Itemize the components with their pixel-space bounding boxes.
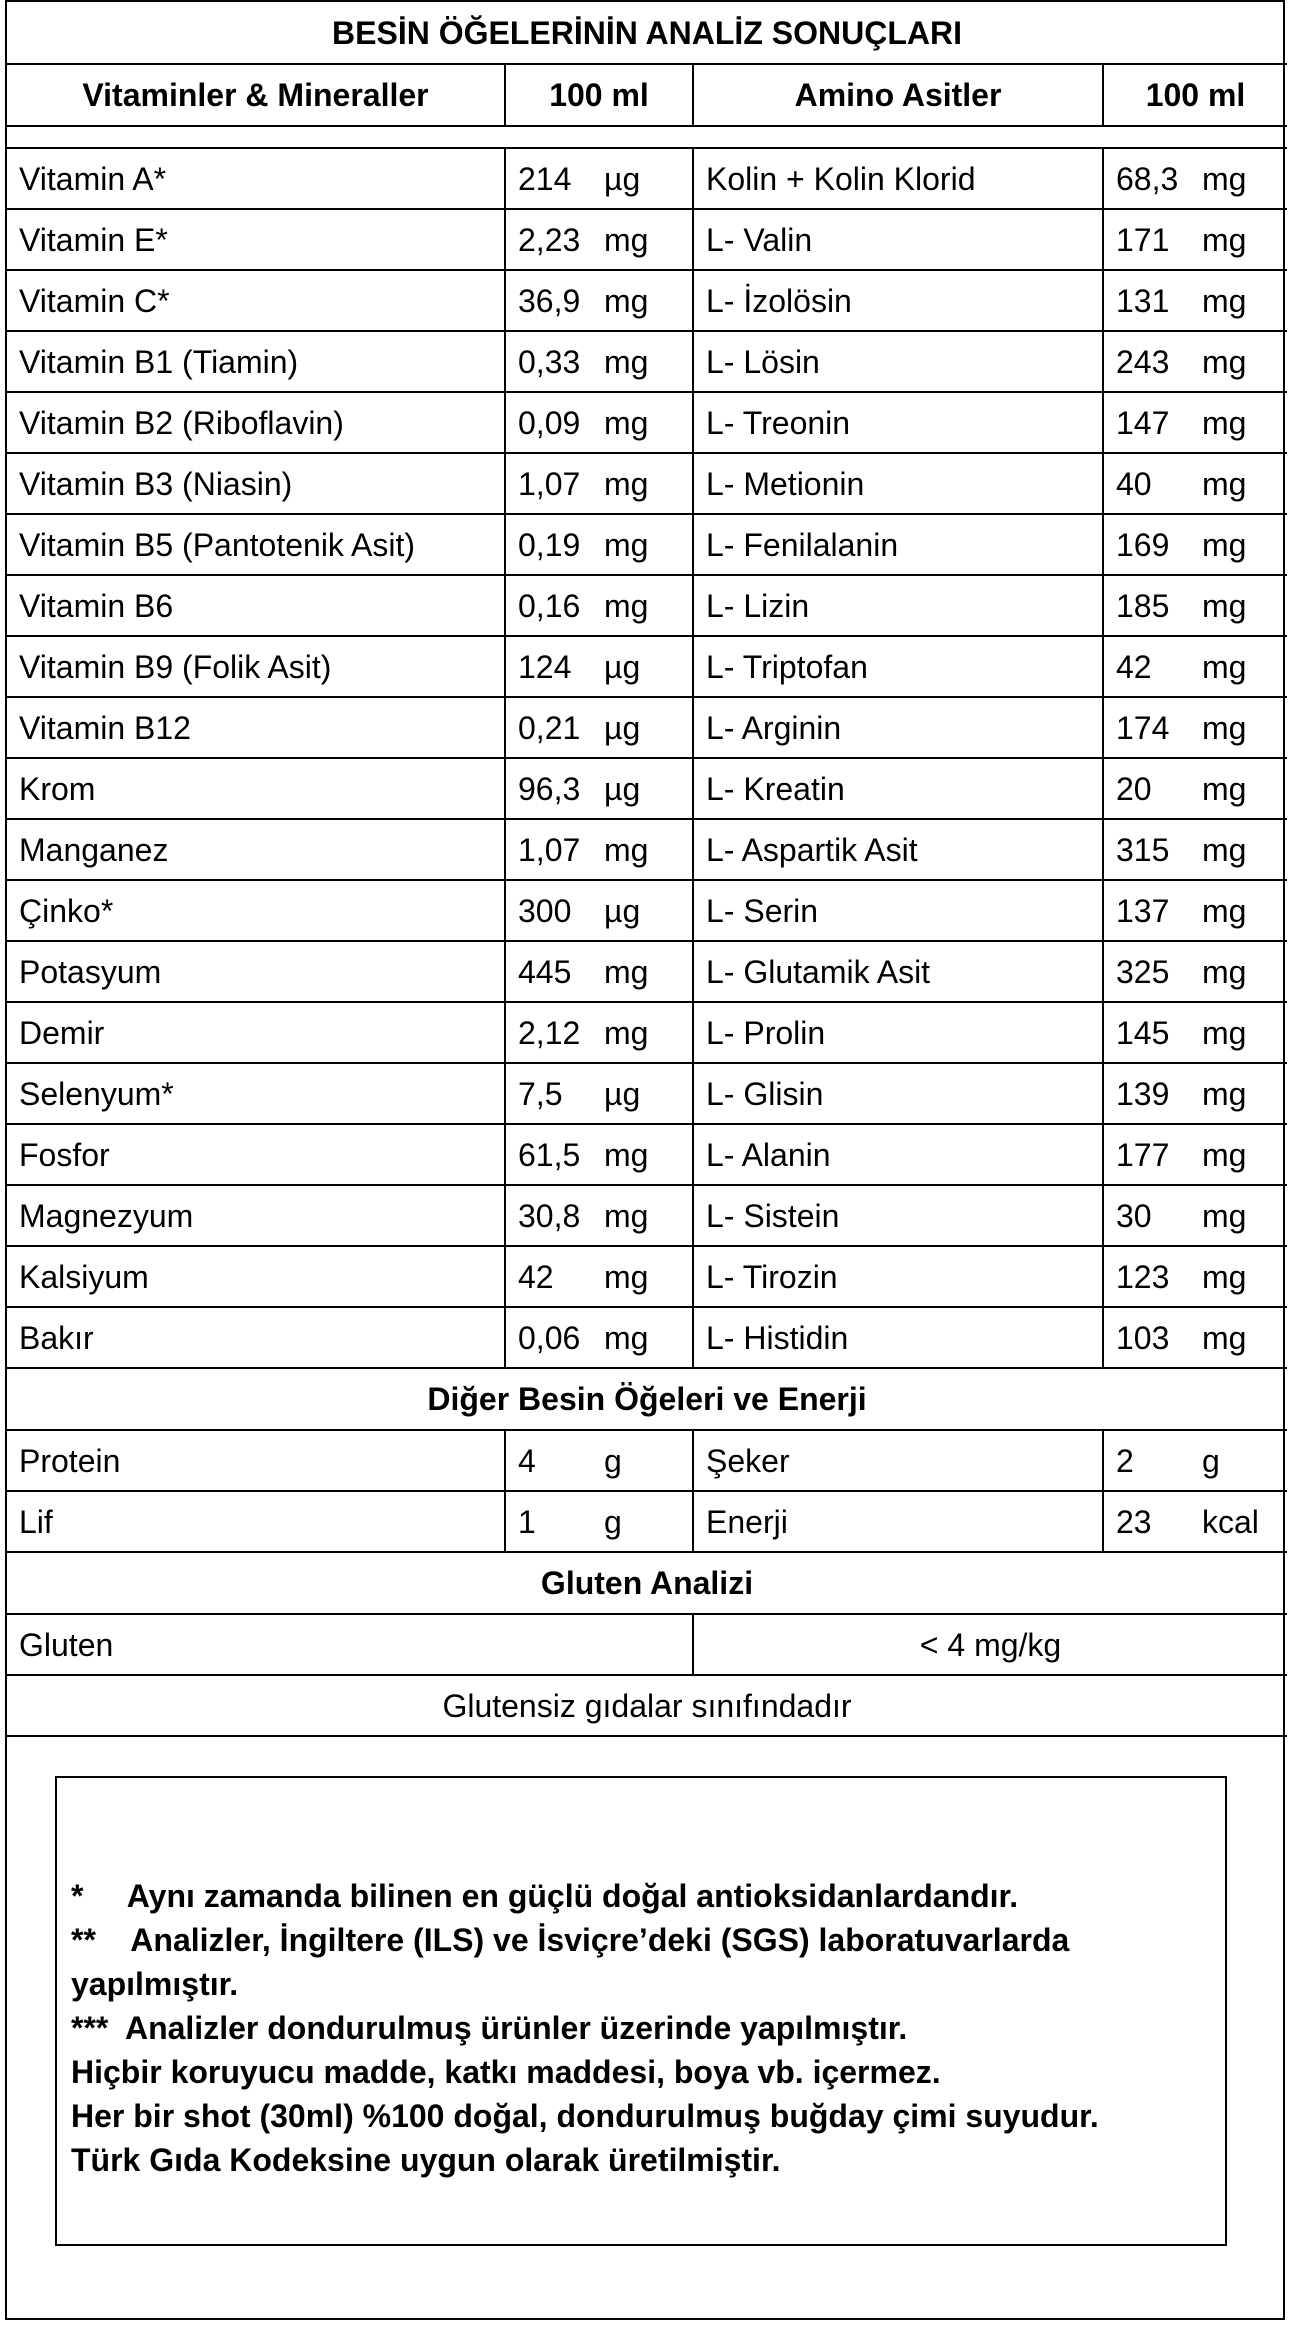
vitamin-amount-unit: mg <box>604 953 649 990</box>
amino-name: L- Serin <box>693 880 1103 941</box>
vitamin-name: Vitamin A* <box>7 148 505 209</box>
amino-name: L- Histidin <box>693 1307 1103 1368</box>
analysis-sheet <box>5 0 1285 2320</box>
table-row <box>7 1063 1287 1124</box>
vitamin-name: Vitamin B5 (Pantotenik Asit) <box>7 514 505 575</box>
amino-amount-cell <box>1103 575 1287 636</box>
vitamin-name: Vitamin B2 (Riboflavin) <box>7 392 505 453</box>
vitamin-name: Vitamin B1 (Tiamin) <box>7 331 505 392</box>
table-row <box>7 1246 1287 1307</box>
table-row <box>7 392 1287 453</box>
amino-amount-value: 137 <box>1116 892 1170 929</box>
vitamin-amount-unit: µg <box>604 160 641 197</box>
nutrient-amount-cell <box>1103 1430 1287 1491</box>
amino-amount-unit: mg <box>1202 1197 1247 1234</box>
nutrient-amount-unit: g <box>604 1503 622 1540</box>
gluten-value: < 4 mg/kg <box>693 1614 1287 1675</box>
table-row <box>7 636 1287 697</box>
table-row <box>7 697 1287 758</box>
nutrient-amount-cell <box>505 1491 693 1552</box>
amino-amount-value: 123 <box>1116 1258 1170 1295</box>
amino-amount-cell <box>1103 392 1287 453</box>
gluten-section-row <box>7 1552 1287 1614</box>
amino-name: L- Sistein <box>693 1185 1103 1246</box>
vitamin-amount-unit: µg <box>604 709 641 746</box>
table-row <box>7 880 1287 941</box>
amino-column-header: Amino Asitler <box>693 64 1103 126</box>
nutrient-amount-unit: kcal <box>1202 1503 1259 1540</box>
amino-amount-value: 147 <box>1116 404 1170 441</box>
nutrient-amount-value: 2 <box>1116 1442 1134 1479</box>
vitamin-amount-cell <box>505 1063 693 1124</box>
table-row <box>7 1430 1287 1491</box>
amino-name: L- İzolösin <box>693 270 1103 331</box>
vitamin-amount-cell <box>505 1307 693 1368</box>
amino-name: L- Triptofan <box>693 636 1103 697</box>
amino-amount-value: 30 <box>1116 1197 1152 1234</box>
table-row <box>7 514 1287 575</box>
vitamin-amount-cell <box>505 758 693 819</box>
amino-amount-unit: mg <box>1202 587 1247 624</box>
amino-amount-unit: mg <box>1202 648 1247 685</box>
notes-area <box>7 1726 1283 2318</box>
table-row <box>7 270 1287 331</box>
vitamin-amount-value: 0,09 <box>518 404 581 441</box>
amino-amount-unit: mg <box>1202 1136 1247 1173</box>
amino-amount-cell <box>1103 1002 1287 1063</box>
note-line: Hiçbir koruyucu madde, katkı maddesi, boya vb. içermez. <box>71 2054 941 2090</box>
vitamin-name: Vitamin B9 (Folik Asit) <box>7 636 505 697</box>
vitamin-amount-value: 0,16 <box>518 587 581 624</box>
amino-name: L- Prolin <box>693 1002 1103 1063</box>
vitamin-amount-unit: mg <box>604 1319 649 1356</box>
vitamin-amount-value: 445 <box>518 953 572 990</box>
vitamin-amount-value: 124 <box>518 648 572 685</box>
vitamin-amount-value: 0,33 <box>518 343 581 380</box>
amino-amount-value: 40 <box>1116 465 1152 502</box>
nutrient-amount-unit: g <box>1202 1442 1220 1479</box>
vitamin-amount-unit: mg <box>604 221 649 258</box>
vitamin-amount-unit: mg <box>604 1014 649 1051</box>
vitamin-name: Selenyum* <box>7 1063 505 1124</box>
vitamin-amount-cell <box>505 148 693 209</box>
vitamin-amount-unit: mg <box>604 282 649 319</box>
vitamin-amount-value: 36,9 <box>518 282 581 319</box>
amino-amount-cell <box>1103 148 1287 209</box>
vitamin-name: Kalsiyum <box>7 1246 505 1307</box>
table-row <box>7 1124 1287 1185</box>
amino-amount-cell <box>1103 1124 1287 1185</box>
note-line: Her bir shot (30ml) %100 doğal, dondurulmuş buğday çimi suyudur. <box>71 2098 1099 2134</box>
amino-name: L- Arginin <box>693 697 1103 758</box>
amino-amount-unit: mg <box>1202 892 1247 929</box>
vitamin-amount-cell <box>505 331 693 392</box>
amino-amount-cell <box>1103 270 1287 331</box>
amino-amount-header: 100 ml <box>1103 64 1287 126</box>
other-section-row <box>7 1368 1287 1430</box>
amino-amount-value: 68,3 <box>1116 160 1179 197</box>
amino-amount-unit: mg <box>1202 770 1247 807</box>
amino-amount-cell <box>1103 880 1287 941</box>
amino-amount-unit: mg <box>1202 1075 1247 1112</box>
amino-amount-cell <box>1103 209 1287 270</box>
vitamin-name: Vitamin C* <box>7 270 505 331</box>
amino-amount-unit: mg <box>1202 465 1247 502</box>
vitamin-name: Krom <box>7 758 505 819</box>
vitamin-amount-cell <box>505 453 693 514</box>
vitamin-amount-unit: µg <box>604 770 641 807</box>
vitamin-amount-unit: mg <box>604 587 649 624</box>
amino-amount-cell <box>1103 514 1287 575</box>
vitamin-name: Çinko* <box>7 880 505 941</box>
vitamin-amount-value: 7,5 <box>518 1075 563 1112</box>
amino-amount-value: 325 <box>1116 953 1170 990</box>
note-line: ** Analizler, İngiltere (ILS) ve İsviçre’deki (SGS) laboratuvarlarda yapılmıştır. <box>71 1922 1079 2002</box>
nutrient-amount-value: 1 <box>518 1503 536 1540</box>
vitamin-amount-cell <box>505 1246 693 1307</box>
amino-amount-unit: mg <box>1202 1014 1247 1051</box>
amino-amount-unit: mg <box>1202 953 1247 990</box>
vitamin-amount-cell <box>505 514 693 575</box>
nutrient-name: Lif <box>7 1491 505 1552</box>
amino-amount-cell <box>1103 331 1287 392</box>
amino-name: L- Metionin <box>693 453 1103 514</box>
table-row <box>7 1185 1287 1246</box>
amino-amount-cell <box>1103 819 1287 880</box>
amino-amount-cell <box>1103 636 1287 697</box>
page-title: BESİN ÖĞELERİNİN ANALİZ SONUÇLARI <box>7 2 1287 64</box>
vitamin-amount-value: 1,07 <box>518 465 581 502</box>
amino-amount-cell <box>1103 453 1287 514</box>
vitamin-amount-value: 30,8 <box>518 1197 581 1234</box>
amino-amount-cell <box>1103 697 1287 758</box>
vitamin-amount-cell <box>505 1185 693 1246</box>
vitamin-amount-cell <box>505 1002 693 1063</box>
nutrient-amount-cell <box>1103 1491 1287 1552</box>
vitamins-column-header: Vitaminler & Mineraller <box>7 64 505 126</box>
table-row <box>7 819 1287 880</box>
vitamin-amount-unit: mg <box>604 404 649 441</box>
nutrient-name: Şeker <box>693 1430 1103 1491</box>
amino-amount-value: 42 <box>1116 648 1152 685</box>
vitamin-name: Manganez <box>7 819 505 880</box>
amino-name: Kolin + Kolin Klorid <box>693 148 1103 209</box>
vitamin-amount-value: 1,07 <box>518 831 581 868</box>
vitamin-amount-cell <box>505 392 693 453</box>
amino-name: L- Glutamik Asit <box>693 941 1103 1002</box>
vitamin-amount-cell <box>505 575 693 636</box>
vitamin-name: Vitamin B3 (Niasin) <box>7 453 505 514</box>
vitamin-amount-unit: mg <box>604 831 649 868</box>
vitamin-amount-unit: µg <box>604 892 641 929</box>
amino-name: L- Tirozin <box>693 1246 1103 1307</box>
vitamin-amount-unit: µg <box>604 1075 641 1112</box>
table-row <box>7 1002 1287 1063</box>
vitamin-amount-cell <box>505 880 693 941</box>
amino-amount-unit: mg <box>1202 404 1247 441</box>
amino-name: L- Alanin <box>693 1124 1103 1185</box>
vitamin-amount-value: 2,23 <box>518 221 581 258</box>
vitamin-amount-value: 300 <box>518 892 572 929</box>
amino-name: L- Glisin <box>693 1063 1103 1124</box>
vitamin-amount-cell <box>505 697 693 758</box>
vitamin-amount-cell <box>505 1124 693 1185</box>
table-row <box>7 331 1287 392</box>
amino-amount-unit: mg <box>1202 831 1247 868</box>
notes-box <box>55 1776 1227 2246</box>
vitamin-amount-value: 61,5 <box>518 1136 581 1173</box>
amino-name: L- Fenilalanin <box>693 514 1103 575</box>
table-row <box>7 148 1287 209</box>
note-line: *** Analizler dondurulmuş ürünler üzerinde yapılmıştır. <box>71 2010 908 2046</box>
gluten-section-header: Gluten Analizi <box>7 1552 1287 1614</box>
vitamin-amount-unit: mg <box>604 1136 649 1173</box>
nutrient-name: Enerji <box>693 1491 1103 1552</box>
table-row <box>7 575 1287 636</box>
amino-amount-unit: mg <box>1202 1258 1247 1295</box>
amino-amount-value: 20 <box>1116 770 1152 807</box>
vitamin-amount-cell <box>505 209 693 270</box>
amino-amount-cell <box>1103 1307 1287 1368</box>
other-section-header: Diğer Besin Öğeleri ve Enerji <box>7 1368 1287 1430</box>
vitamin-amount-value: 2,12 <box>518 1014 581 1051</box>
table-row <box>7 453 1287 514</box>
amino-amount-cell <box>1103 1063 1287 1124</box>
amino-name: L- Valin <box>693 209 1103 270</box>
table-row <box>7 941 1287 1002</box>
vitamin-name: Vitamin B12 <box>7 697 505 758</box>
amino-name: L- Kreatin <box>693 758 1103 819</box>
amino-amount-unit: mg <box>1202 282 1247 319</box>
vitamin-amount-unit: mg <box>604 343 649 380</box>
amino-amount-value: 103 <box>1116 1319 1170 1356</box>
amino-amount-cell <box>1103 941 1287 1002</box>
table-row <box>7 758 1287 819</box>
amino-amount-value: 145 <box>1116 1014 1170 1051</box>
amino-amount-value: 131 <box>1116 282 1170 319</box>
analysis-table <box>7 2 1287 1737</box>
amino-amount-value: 185 <box>1116 587 1170 624</box>
vitamin-amount-unit: µg <box>604 648 641 685</box>
vitamins-amount-header: 100 ml <box>505 64 693 126</box>
amino-amount-value: 174 <box>1116 709 1170 746</box>
nutrient-amount-value: 23 <box>1116 1503 1152 1540</box>
amino-name: L- Lösin <box>693 331 1103 392</box>
amino-amount-value: 171 <box>1116 221 1170 258</box>
nutrient-amount-unit: g <box>604 1442 622 1479</box>
vitamin-name: Fosfor <box>7 1124 505 1185</box>
vitamin-name: Magnezyum <box>7 1185 505 1246</box>
vitamin-amount-value: 214 <box>518 160 572 197</box>
amino-amount-unit: mg <box>1202 709 1247 746</box>
nutrient-amount-value: 4 <box>518 1442 536 1479</box>
vitamin-amount-unit: mg <box>604 1258 649 1295</box>
table-row <box>7 209 1287 270</box>
vitamin-name: Potasyum <box>7 941 505 1002</box>
vitamin-amount-cell <box>505 819 693 880</box>
amino-amount-value: 169 <box>1116 526 1170 563</box>
amino-amount-cell <box>1103 758 1287 819</box>
vitamin-amount-value: 0,19 <box>518 526 581 563</box>
amino-amount-value: 177 <box>1116 1136 1170 1173</box>
vitamin-amount-value: 0,21 <box>518 709 581 746</box>
vitamin-name: Bakır <box>7 1307 505 1368</box>
vitamin-name: Demir <box>7 1002 505 1063</box>
amino-amount-unit: mg <box>1202 1319 1247 1356</box>
table-row <box>7 1307 1287 1368</box>
note-line: * Aynı zamanda bilinen en güçlü doğal antioksidanlardandır. <box>71 1878 1019 1914</box>
amino-name: L- Treonin <box>693 392 1103 453</box>
amino-name: L- Lizin <box>693 575 1103 636</box>
amino-amount-value: 315 <box>1116 831 1170 868</box>
amino-amount-unit: mg <box>1202 526 1247 563</box>
nutrient-name: Protein <box>7 1430 505 1491</box>
vitamin-name: Vitamin B6 <box>7 575 505 636</box>
vitamin-amount-cell <box>505 636 693 697</box>
amino-name: L- Aspartik Asit <box>693 819 1103 880</box>
amino-amount-value: 243 <box>1116 343 1170 380</box>
amino-amount-unit: mg <box>1202 343 1247 380</box>
gluten-label: Gluten <box>7 1614 693 1675</box>
vitamin-amount-unit: mg <box>604 1197 649 1234</box>
vitamin-amount-cell <box>505 941 693 1002</box>
vitamin-amount-cell <box>505 270 693 331</box>
header-spacer <box>7 126 1287 148</box>
vitamin-amount-value: 0,06 <box>518 1319 581 1356</box>
amino-amount-cell <box>1103 1246 1287 1307</box>
table-row <box>7 1491 1287 1552</box>
vitamin-amount-unit: mg <box>604 465 649 502</box>
vitamin-name: Vitamin E* <box>7 209 505 270</box>
amino-amount-unit: mg <box>1202 221 1247 258</box>
nutrient-amount-cell <box>505 1430 693 1491</box>
vitamin-amount-unit: mg <box>604 526 649 563</box>
vitamin-amount-value: 42 <box>518 1258 554 1295</box>
amino-amount-cell <box>1103 1185 1287 1246</box>
note-line: Türk Gıda Kodeksine uygun olarak üretilmiştir. <box>71 2142 781 2178</box>
amino-amount-value: 139 <box>1116 1075 1170 1112</box>
amino-amount-unit: mg <box>1202 160 1247 197</box>
vitamin-amount-value: 96,3 <box>518 770 581 807</box>
gluten-row <box>7 1614 1287 1675</box>
gluten-note: Glutensiz gıdalar sınıfındadır <box>7 1675 1287 1736</box>
